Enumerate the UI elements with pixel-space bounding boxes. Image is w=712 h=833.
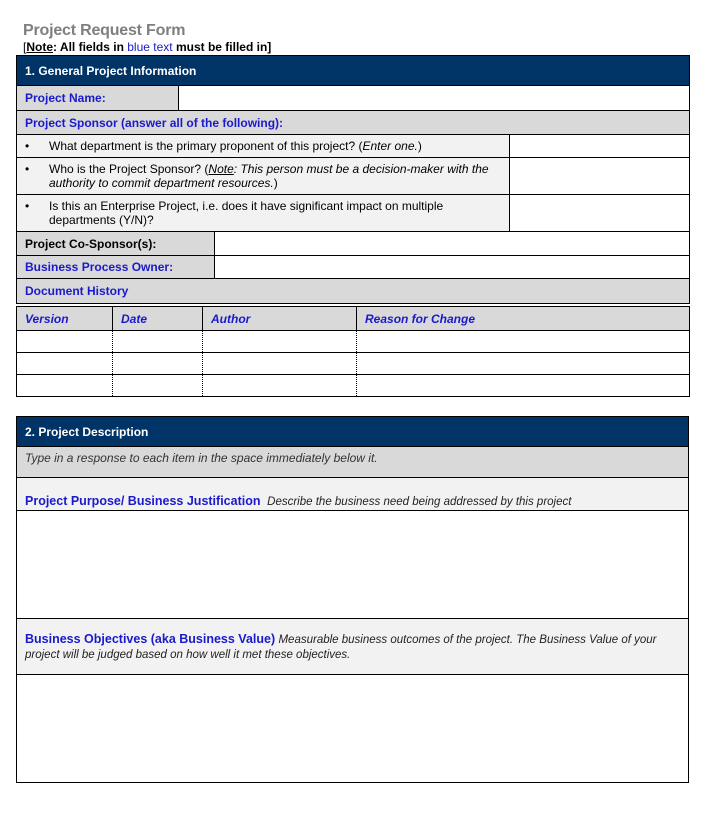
project-description-table [16,416,689,783]
cosponsor-field[interactable] [215,232,690,256]
process-owner-label: Business Process Owner: [17,256,215,279]
objectives-label: Business Objectives (aka Business Value) [25,631,276,646]
note-label: Note [26,40,54,54]
project-sponsor-field[interactable] [510,158,690,195]
sponsor-question-department: • What department is the primary proponent of this project? (Enter one.) [17,135,510,158]
purpose-label: Project Purpose/ Business Justification [25,494,261,508]
objectives-field[interactable] [17,675,689,783]
author-cell[interactable] [203,375,357,397]
reason-cell[interactable] [357,375,690,397]
project-name-field[interactable] [179,86,690,111]
version-cell[interactable] [17,375,113,397]
document-history-label: Document History [17,279,690,304]
project-sponsor-label: Project Sponsor (answer all of the following): [17,111,690,135]
version-cell[interactable] [17,353,113,375]
section2-header: 2. Project Description [17,417,689,447]
col-version: Version [17,307,113,331]
table-row [17,331,690,353]
table-row [17,353,690,375]
date-cell[interactable] [113,331,203,353]
project-name-label: Project Name: [17,86,179,111]
document-history-table [16,306,690,397]
section1-header: 1. General Project Information [17,56,690,86]
date-cell[interactable] [113,353,203,375]
section2-instruction: Type in a response to each item in the space immediately below it. [17,447,689,478]
objectives-description: Measurable business outcomes of the project. The Business Value of your project will be judged based on how well it met these objectives. [25,633,657,661]
col-reason: Reason for Change [357,307,690,331]
purpose-label-cell [17,478,689,511]
reason-cell[interactable] [357,331,690,353]
purpose-description: Describe the business need being addressed by this project [267,496,572,508]
sponsor-question-enterprise: • Is this an Enterprise Project, i.e. does it have significant impact on multiple departments (Y/N)? [17,195,510,232]
form-title: Project Request Form [23,22,186,39]
department-field[interactable] [510,135,690,158]
date-cell[interactable] [113,375,203,397]
cosponsor-label: Project Co-Sponsor(s): [17,232,215,256]
enterprise-project-field[interactable] [510,195,690,232]
objectives-label-cell [17,619,689,675]
sponsor-question-sponsor: • Who is the Project Sponsor? (Note: This person must be a decision-maker with the authority to commit department resources.) [17,158,510,195]
purpose-field[interactable] [17,511,689,619]
author-cell[interactable] [203,353,357,375]
general-info-table [16,55,690,304]
reason-cell[interactable] [357,353,690,375]
col-date: Date [113,307,203,331]
author-cell[interactable] [203,331,357,353]
required-fields-note: [Note: All fields in blue text must be filled in] [23,40,272,54]
table-row [17,375,690,397]
blue-text-highlight: blue text [127,40,173,54]
col-author: Author [203,307,357,331]
version-cell[interactable] [17,331,113,353]
process-owner-field[interactable] [215,256,690,279]
